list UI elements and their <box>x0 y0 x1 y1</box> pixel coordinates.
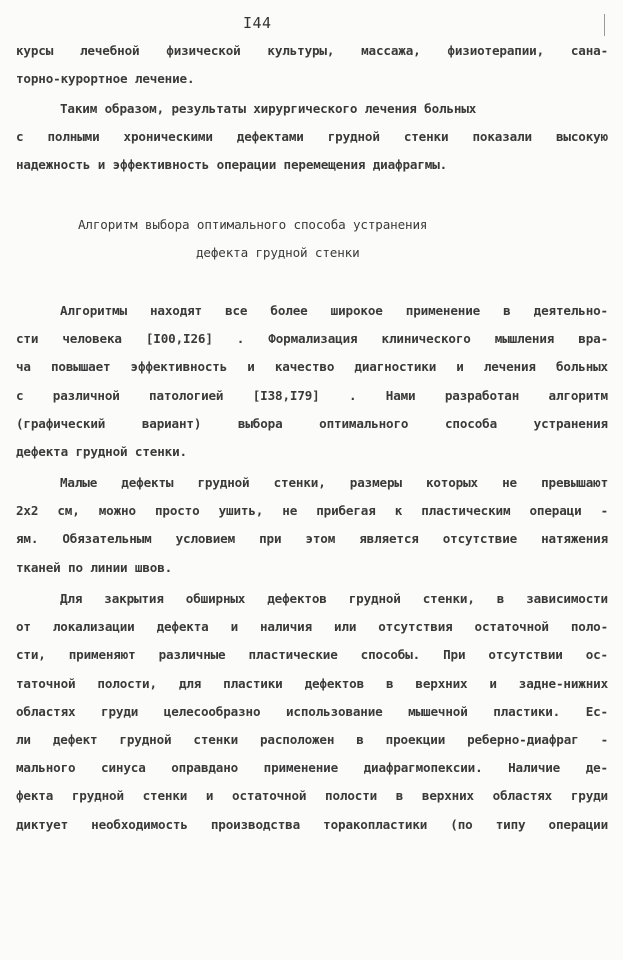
text-line: таточной полости, для пластики дефектов в верхних и задне-нижних <box>16 675 608 691</box>
text-line: ли дефект грудной стенки расположен в проекции реберно-диафраг - <box>16 731 608 747</box>
text-line: курсы лечебной физической культуры, массажа, физиотерапии, сана- <box>16 43 608 58</box>
text-line: Таким образом, результаты хирургического лечения больных <box>60 101 477 116</box>
text-line: фекта грудной стенки и остаточной полости в верхних областях груди <box>16 788 608 804</box>
text-line: 2х2 см, можно просто ушить, не прибегая к пластическим операци - <box>16 503 608 519</box>
heading-line-1: Алгоритм выбора оптимального способа устранения <box>78 217 428 232</box>
paragraph-conclusion <box>16 95 608 180</box>
text-line: сти человека [I00,I26] . Формализация клинического мышления вра- <box>16 331 608 347</box>
text-line: дефекта грудной стенки. <box>16 443 187 459</box>
text-line: от локализации дефекта и наличия или отсутствия остаточной поло- <box>16 619 608 635</box>
text-line: областях груди целесообразно использование мышечной пластики. Ес- <box>16 703 608 719</box>
text-line: ча повышает эффективность и качество диагностики и лечения больных <box>16 359 608 375</box>
page-edge-mark <box>604 14 605 36</box>
text-line: Алгоритмы находят все более широкое применение в деятельно- <box>60 303 608 318</box>
text-line: мального синуса оправдано применение диафрагмопексии. Наличие де- <box>16 760 608 776</box>
text-line: с полными хроническими дефектами грудной стенки показали высокую <box>16 129 608 145</box>
text-line: тканей по линии швов. <box>16 559 173 575</box>
text-line: с различной патологией [I38,I79] . Нами разработан алгоритм <box>16 387 608 403</box>
text-line: ям. Обязательным условием при этом является отсутствие натяжения <box>16 531 608 547</box>
text-line: сти, применяют различные пластические способы. При отсутствии ос- <box>16 647 608 663</box>
paragraph-small-defects <box>16 469 608 582</box>
text-line: надежность и эффективность операции перемещения диафрагмы. <box>16 157 448 173</box>
section-heading <box>16 211 608 267</box>
heading-line-2: дефекта грудной стенки <box>196 245 360 261</box>
paragraph-extensive-defects <box>16 585 608 839</box>
text-line: Малые дефекты грудной стенки, размеры которых не превышают <box>60 475 608 490</box>
text-line: торно-курортное лечение. <box>16 71 195 87</box>
page-number: I44 <box>243 14 272 32</box>
text-line: диктует необходимость производства торакопластики (по типу операции <box>16 816 608 832</box>
paragraph-algorithms <box>16 297 608 466</box>
paragraph-continuation <box>16 37 608 93</box>
text-line: (графический вариант) выбора оптимального способа устранения <box>16 415 608 431</box>
text-line: Для закрытия обширных дефектов грудной стенки, в зависимости <box>60 591 608 606</box>
